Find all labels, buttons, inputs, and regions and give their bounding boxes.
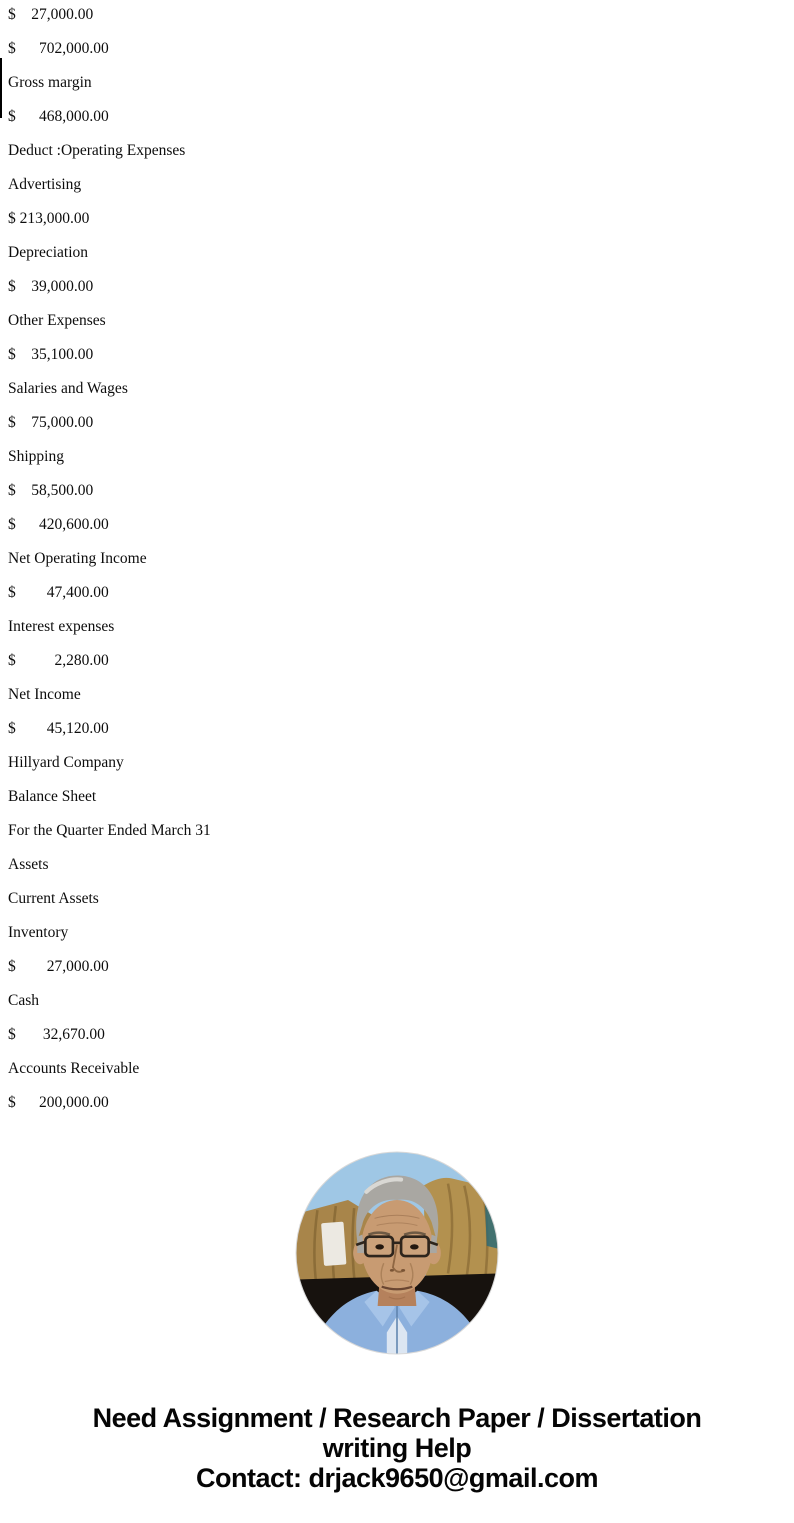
statement-line: Inventory <box>8 924 69 941</box>
promo-footer <box>0 1403 794 1493</box>
statement-line: $ 200,000.00 <box>8 1094 109 1111</box>
statement-line: $ 27,000.00 <box>8 958 109 975</box>
statement-line: $ 58,500.00 <box>8 482 94 499</box>
statement-line: Balance Sheet <box>8 788 97 805</box>
statement-line: Assets <box>8 856 49 873</box>
promo-line-2: writing Help <box>322 1433 472 1463</box>
statement-line: Current Assets <box>8 890 99 907</box>
person-photo-illustration <box>295 1151 499 1355</box>
statement-line: Advertising <box>8 176 82 193</box>
statement-line: $ 468,000.00 <box>8 108 109 125</box>
statement-line: $ 702,000.00 <box>8 40 109 57</box>
statement-line: Cash <box>8 992 39 1009</box>
statement-line: Net Operating Income <box>8 550 147 567</box>
statement-line: $ 47,400.00 <box>8 584 109 601</box>
statement-line: Accounts Receivable <box>8 1060 140 1077</box>
statement-line: Deduct :Operating Expenses <box>8 142 186 159</box>
statement-line: Hillyard Company <box>8 754 124 771</box>
financial-statement-text <box>8 0 211 1120</box>
statement-line: $ 2,280.00 <box>8 652 109 669</box>
statement-line: $ 39,000.00 <box>8 278 94 295</box>
statement-line: Other Expenses <box>8 312 106 329</box>
statement-line: $ 32,670.00 <box>8 1026 105 1043</box>
statement-line: $ 75,000.00 <box>8 414 94 431</box>
statement-line: For the Quarter Ended March 31 <box>8 822 211 839</box>
statement-line: Gross margin <box>8 74 92 91</box>
tutor-avatar <box>295 1151 499 1355</box>
statement-line: Shipping <box>8 448 64 465</box>
statement-line: Net Income <box>8 686 81 703</box>
statement-line: $ 45,120.00 <box>8 720 109 737</box>
statement-line: $ 27,000.00 <box>8 6 94 23</box>
contact-email-line: Contact: drjack9650@gmail.com <box>196 1463 598 1493</box>
statement-line: Interest expenses <box>8 618 115 635</box>
statement-line: Depreciation <box>8 244 89 261</box>
statement-line: $ 420,600.00 <box>8 516 109 533</box>
statement-line: Salaries and Wages <box>8 380 128 397</box>
statement-line: $ 213,000.00 <box>8 210 90 227</box>
left-edge-artifact <box>0 58 2 118</box>
statement-line: $ 35,100.00 <box>8 346 94 363</box>
promo-line-1: Need Assignment / Research Paper / Dissertation <box>92 1403 702 1433</box>
